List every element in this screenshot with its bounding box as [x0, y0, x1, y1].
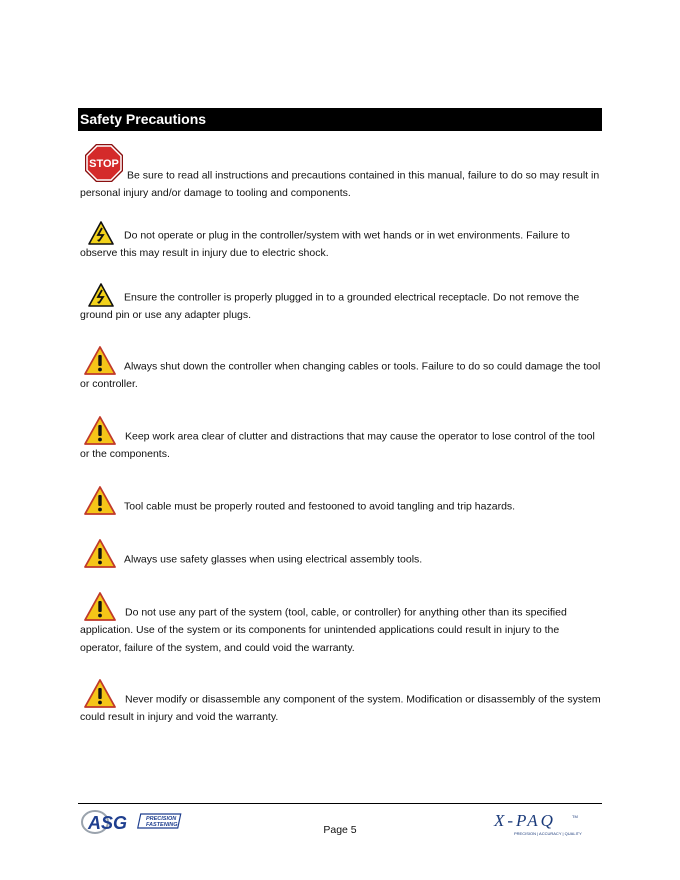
electric-hazard-icon: [88, 283, 114, 307]
precaution-item: [80, 283, 602, 325]
asg-tagline-2: FASTENING: [146, 822, 178, 828]
precaution-text: Tool cable must be properly routed and festooned to avoid tangling and trip hazards.: [124, 500, 516, 513]
stop-label: STOP: [89, 158, 119, 170]
precaution-text: Always use safety glasses when using electrical assembly tools.: [124, 553, 423, 566]
precaution-item: [80, 486, 602, 516]
precaution-item: [80, 679, 602, 727]
electric-hazard-icon: [88, 221, 114, 245]
xpaq-logo: [492, 808, 588, 838]
warning-icon: [84, 416, 116, 446]
stop-sign-icon: [84, 143, 124, 185]
xpaq-logo-text: X-PAQ: [494, 811, 556, 830]
precaution-text: Ensure the controller is properly plugged in to a grounded electrical receptacle. Do not remove the ground pin or use any adapter plugs.: [80, 291, 580, 321]
warning-icon: [84, 592, 116, 622]
precaution-item: [80, 539, 602, 569]
asg-tagline-1: PRECISION: [146, 816, 177, 822]
asg-logo-text: ASG: [88, 813, 128, 833]
precaution-text: Do not use any part of the system (tool, cable, or controller) for anything other than its specified application. Use of the system or its components for unintended applications could result in injury to the operator, failure of the system, and could void the warranty.: [80, 606, 567, 654]
precaution-item: [80, 143, 602, 203]
warning-icon: [84, 539, 116, 569]
precaution-item: [80, 221, 602, 263]
precaution-text: Keep work area clear of clutter and distractions that may cause the operator to lose control of the tool or the components.: [80, 430, 595, 460]
section-title: Safety Precautions: [78, 108, 602, 131]
precaution-text: Be sure to read all instructions and precautions contained in this manual, failure to do so may result in personal injury and/or damage to tooling and components.: [80, 169, 600, 199]
precaution-text: Do not operate or plug in the controller/system with wet hands or in wet environments. Failure to observe this may result in injury due to electric shock.: [80, 229, 570, 259]
warning-icon: [84, 346, 116, 376]
precaution-item: [80, 346, 602, 394]
xpaq-tagline: PRECISION | ACCURACY | QUALITY: [514, 831, 582, 836]
precaution-item: [80, 416, 602, 464]
xpaq-tm: TM: [572, 814, 578, 819]
footer-divider: [78, 803, 602, 804]
precaution-text: Never modify or disassemble any component of the system. Modification or disassembly of the system could result in injury and void the warranty.: [80, 693, 601, 723]
page-number: Page 5: [323, 824, 357, 836]
precaution-text: Always shut down the controller when changing cables or tools. Failure to do so could damage the tool or controller.: [80, 360, 601, 390]
warning-icon: [84, 486, 116, 516]
asg-logo: [80, 808, 184, 836]
precaution-item: [80, 592, 602, 657]
warning-icon: [84, 679, 116, 709]
